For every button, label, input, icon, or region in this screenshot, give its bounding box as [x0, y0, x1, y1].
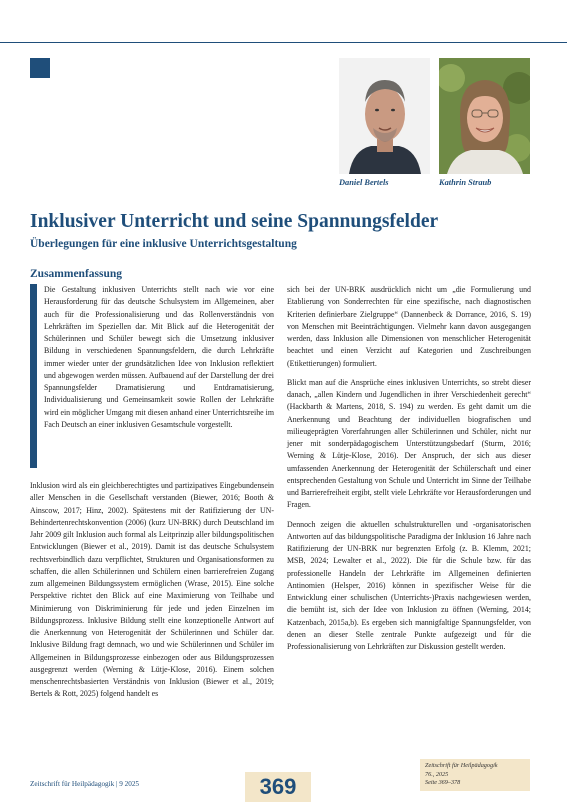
citation-volume: 76., 2025 [425, 770, 449, 778]
author-name-caption: Kathrin Straub [439, 178, 492, 187]
journal-mark-square [30, 58, 50, 78]
citation-pages: Seite 369–378 [425, 779, 461, 786]
author-photo-kathrin-straub [439, 58, 530, 174]
article-subtitle: Überlegungen für eine inklusive Unterrichtsgestaltung [30, 238, 297, 250]
header-rule [0, 42, 567, 43]
page-number: 369 [245, 772, 311, 802]
author-name-caption: Daniel Bertels [339, 178, 389, 187]
body-paragraph: Inklusion wird als ein gleichberechtigtes und partizipatives Eingebundensein aller Menschen in die Gesellschaft verstanden (Biewer, 2016; Booth & Ainscow, 2017; Hinz, 2002). Spätestens mit der Ratifizierung der UN-Behindertenrechtskonvention (2006) (kurz UN-BRK) durch Deutschland im Jahr 2009 gilt Inklusion auch formal als Leitprinzip aller bildungspolitischen Entwicklungen (Biewer et al., 2019). Damit ist das deutsche Schulsystem rechtsverbindlich dazu verpflichtet, Strukturen und Organisationsformen zu schaffen, die allen Schülerinnen und Schülern einen barrierefreien Zugang zum allgemeinen Bildungssystem ermöglichen (Wrase, 2015). Eine solche Perspektive richtet den Blick auf eine Maximierung von Teilhabe und Minimierung von Diskriminierung für jede und jeden Einzelnen im Bildungsprozess. Inklusive Bildung stellt eine konzeptionelle Antwort auf die Anerkennung von Heterogenität der Schülerinnen und Schüler dar. Inklusive Bildung fragt demnach, wo und wie Schülerinnen und Schüler im Allgemeinen in Bildungsprozesse einbezogen oder aus Bildungsprozessen ausgegrenzt werden (Werning & Lütje-Klose, 2016). Einem solchen menschenrechtsbasierten Verständnis von Inklusion (Biewer et al., 2019; Bertels & Rott, 2025) folgend handelt es [30, 481, 274, 699]
body-paragraph: Dennoch zeigen die aktuellen schulstrukturellen und -organisatorischen Antworten auf das bildungspolitische Paradigma der Inklusion 16 Jahre nach Ratifizierung der UN-BRK nur begrenzten Erfolg (z. B. Klemm, 2021; MSB, 2024; Lewalter et al., 2022). Die für die Schule bzw. für das professionelle Handeln der Lehrkräfte im Allgemeinen definierten Antinomien (Helsper, 2016) können in spezifischer Weise für die Entwicklung einer schulischen (Unterrichts-)Praxis nachgewiesen werden, die bemüht ist, sich der Idee von Inklusion zu öffnen (Werning, 2014; Katzenbach, 2015a,b). Es ergeben sich mannigfaltige Spannungsfelder, von denen an dieser Stelle zentrale Punkte aufgezeigt und für die Professionalisierung von Lehrkräften zur Diskussion gestellt werden. [287, 519, 531, 651]
body-column-right [287, 284, 531, 660]
body-column-left [30, 480, 274, 708]
article-title: Inklusiver Unterricht und seine Spannungsfelder [30, 211, 439, 232]
abstract-heading: Zusammenfassung [30, 268, 123, 280]
author-photo-daniel-bertels [339, 58, 430, 174]
abstract-accent-bar [30, 284, 37, 468]
abstract-block [30, 284, 274, 468]
citation-box [420, 759, 530, 791]
abstract-text: Die Gestaltung inklusiven Unterrichts stellt nach wie vor eine Herausforderung für das deutsche Schulsystem im Allgemeinen, aber auch für die Professionalisierung und das Rollenverständnis von Lehrkräften im Speziellen dar. Mit Blick auf die Heterogenität der Schülerinnen und Schüler bewegt sich die Umsetzung inklusiver Bildung in verschiedenen Spannungsfeldern, die durch Lehrkräfte immer wieder unter der grundsätzlichen Idee von Inklusion reflektiert und abgewogen werden müssen. Aufbauend auf der Darstellung der drei Spannungsfelder Dramatisierung und Entdramatisierung, Individualisierung und Gemeinsamkeit sowie Rollen der Lehrkräfte wird ein möglicher Umgang mit diesen anhand einer Unterrichtsreihe im Fach Deutsch an einer inklusiven Gesamtschule vorgestellt. [44, 285, 274, 429]
journal-footer: Zeitschrift für Heilpädagogik | 9 2025 [30, 780, 140, 788]
body-paragraph: sich bei der UN-BRK ausdrücklich nicht um „die Formulierung und Etablierung von Sonderrechten für eine spezifische, nach diagnostischen Kriterien definierbare Zielgruppe“ (Dannenbeck & Dorrance, 2016, S. 19) von Menschen mit Beeinträchtigungen. Vielmehr kann davon ausgegangen werden, dass Inklusion alle Dimensionen von menschlicher Heterogenität beachtet und einen Verzicht auf Kategorien und Zuschreibungen (Etikettierungen) formuliert. [287, 285, 531, 368]
citation-journal: Zeitschrift für Heilpädagogik [425, 762, 498, 769]
body-paragraph: Blickt man auf die Ansprüche eines inklusiven Unterrichts, so strebt dieser danach, „allen Kindern und Jugendlichen in ihrer Verschiedenheit gerecht“ (Hackbarth & Martens, 2018, S. 194) zu werden. Es geht damit um die Anerkennung und Beachtung der individuellen biografischen und milieugeprägten Vorerfahrungen aller Schülerinnen und Schüler, nicht nur jener mit sonderpädagogischem Unterstützungsbedarf (Sturm, 2016; Werning & Lütje-Klose, 2016). Der Anspruch, der sich aus dieser umfassenden Anerkennung der Heterogenität der Schülerschaft und einer entsprechenden Gestaltung von Schule und Unterricht im Sinne der Teilhabe und Barrierefreiheit ergibt, stellt viele Lehrkräfte vor Herausforderungen und Fragen. [287, 377, 531, 510]
